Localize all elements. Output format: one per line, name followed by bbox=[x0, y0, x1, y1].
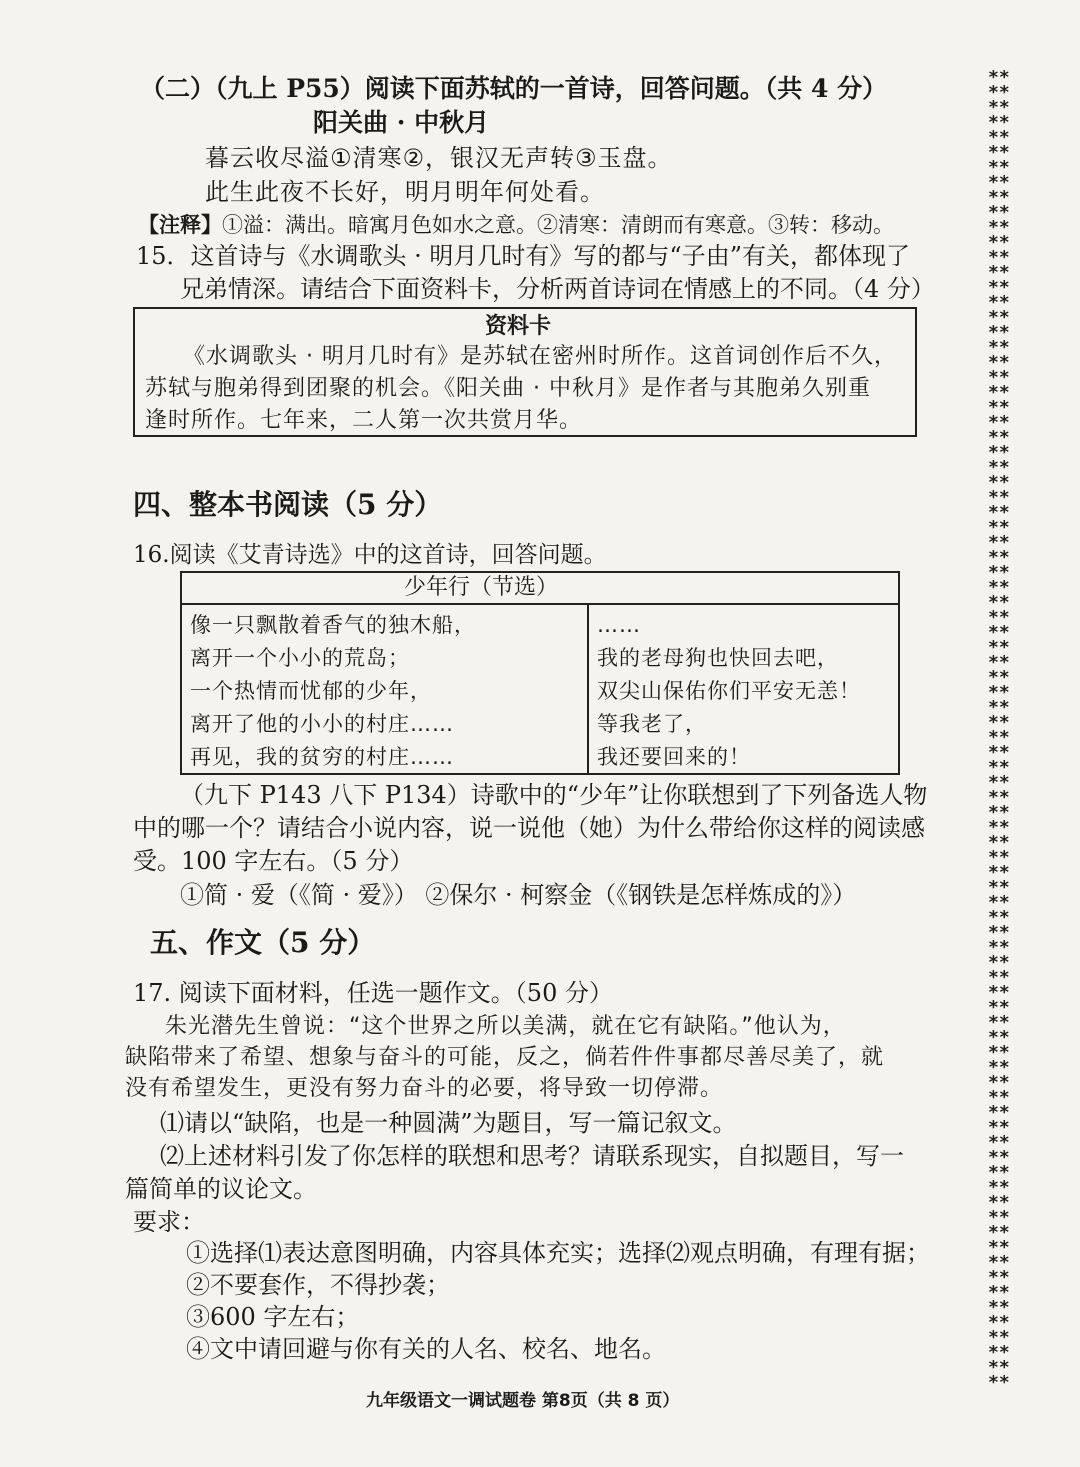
poem-left-line: 离开了他的小小的村庄…… bbox=[190, 712, 454, 736]
margin-star-column: ** ** ** ** ** ** ** ** ** ** ** ** ** ** ** ** ** ** ** ** ** ** ** ** ** ** ** ** ** ** ** ** ** ** ** ** ** ** ** ** ** ** ** ** ** ** ** ** ** ** ** ** ** ** ** ** ** ** ** ** ** ** ** ** ** ** ** ** ** ** ** ** ** ** ** ** ** ** ** ** ** ** ** ** ** ** ** ** bbox=[988, 67, 1010, 1393]
q17-option-2a: ⑵上述材料引发了你怎样的联想和思考？请联系现实，自拟题目，写一 bbox=[160, 1142, 904, 1170]
note-label: 【注释】 bbox=[138, 212, 222, 237]
poem-right-line: 我的老母狗也快回去吧， bbox=[597, 646, 839, 670]
note-text: ①溢：满出。暗寓月色如水之意。②清寒：清朗而有寒意。③转：移动。 bbox=[222, 213, 894, 237]
poem-left-line: 一个热情而忧郁的少年， bbox=[190, 679, 432, 703]
poem-line-1: 暮云收尽溢①清寒②，银汉无声转③玉盘。 bbox=[205, 144, 673, 172]
q16-line-1: （九下 P143 八下 P134）诗歌中的“少年”让你联想到了下列备选人物 bbox=[180, 781, 928, 809]
poem-right-line: 双尖山保佑你们平安无恙！ bbox=[597, 679, 861, 703]
requirement-1: ①选择⑴表达意图明确，内容具体充实；选择⑵观点明确，有理有据； bbox=[186, 1239, 930, 1267]
poem-line-2: 此生此夜不长好，明月明年何处看。 bbox=[205, 178, 605, 206]
page-footer: 九年级语文一调试题卷 第8页（共 8 页） bbox=[366, 1391, 680, 1411]
poem-right-column bbox=[597, 609, 897, 774]
q17-option-2b: 篇简单的议论文。 bbox=[125, 1175, 317, 1203]
poem-left-line: 再见，我的贫穷的村庄…… bbox=[190, 745, 454, 769]
poem-table-header bbox=[182, 573, 898, 605]
poem-left-line: 离开一个小小的荒岛； bbox=[190, 646, 410, 670]
q15-line-2: 兄弟情深。请结合下面资料卡，分析两首诗词在情感上的不同。（4 分） bbox=[180, 275, 935, 303]
poem-table-title: 少年行（节选） bbox=[404, 575, 559, 600]
q17-material-1: 朱光潜先生曾说：“这个世界之所以美满，就在它有缺陷。”他认为， bbox=[165, 1014, 846, 1039]
q15-line-1: 15．这首诗与《水调歌头 · 明月几时有》写的都与“子由”有关，都体现了 bbox=[136, 242, 910, 270]
q17-intro: 17. 阅读下面材料，任选一题作文。（50 分） bbox=[133, 979, 613, 1007]
poem-table-divider bbox=[587, 605, 589, 773]
q17-material-3: 没有希望发生，更没有努力奋斗的必要，将导致一切停滞。 bbox=[125, 1076, 724, 1101]
info-card-line-1: 《水调歌头 · 明月几时有》是苏轼在密州时所作。这首词创作后不久， bbox=[183, 344, 897, 369]
poem-left-column bbox=[190, 609, 580, 774]
note bbox=[138, 211, 894, 239]
q16-intro: 16.阅读《艾青诗选》中的这首诗，回答问题。 bbox=[133, 542, 607, 568]
requirement-4: ④文中请回避与你有关的人名、校名、地名。 bbox=[186, 1335, 666, 1363]
section5-heading: 五、作文（5 分） bbox=[150, 926, 376, 959]
requirements-label: 要求： bbox=[133, 1208, 205, 1236]
q16-line-3: 受。100 字左右。（5 分） bbox=[133, 847, 414, 875]
info-card-title: 资料卡 bbox=[485, 313, 552, 339]
section2-heading: （二）（九上 P55）阅读下面苏轼的一首诗，回答问题。（共 4 分） bbox=[140, 74, 888, 103]
q17-material-2: 缺陷带来了希望、想象与奋斗的可能，反之，倘若件件事都尽善尽美了，就 bbox=[125, 1045, 885, 1070]
info-card-line-2: 苏轼与胞弟得到团聚的机会。《阳关曲 · 中秋月》是作者与其胞弟久别重 bbox=[145, 376, 871, 401]
q16-line-2: 中的哪一个？请结合小说内容，说一说他（她）为什么带给你这样的阅读感 bbox=[133, 814, 925, 842]
poem-right-line: …… bbox=[597, 613, 641, 637]
poem-table bbox=[180, 571, 900, 775]
requirement-3: ③600 字左右； bbox=[186, 1303, 360, 1331]
poem-right-line: 我还要回来的！ bbox=[597, 745, 751, 769]
q16-options: ①简 · 爱（《简 · 爱》） ②保尔 · 柯察金（《钢铁是怎样炼成的》） bbox=[180, 881, 857, 909]
section4-heading: 四、整本书阅读（5 分） bbox=[133, 488, 443, 521]
requirement-2: ②不要套作，不得抄袭； bbox=[186, 1271, 450, 1299]
poem-title: 阳关曲 · 中秋月 bbox=[313, 108, 490, 137]
info-card bbox=[133, 307, 917, 437]
info-card-line-3: 逢时所作。七年来，二人第一次共赏月华。 bbox=[145, 408, 583, 433]
q17-option-1: ⑴请以“缺陷，也是一种圆满”为题目，写一篇记叙文。 bbox=[160, 1109, 737, 1137]
poem-right-line: 等我老了， bbox=[597, 712, 707, 736]
poem-left-line: 像一只飘散着香气的独木船， bbox=[190, 613, 476, 637]
